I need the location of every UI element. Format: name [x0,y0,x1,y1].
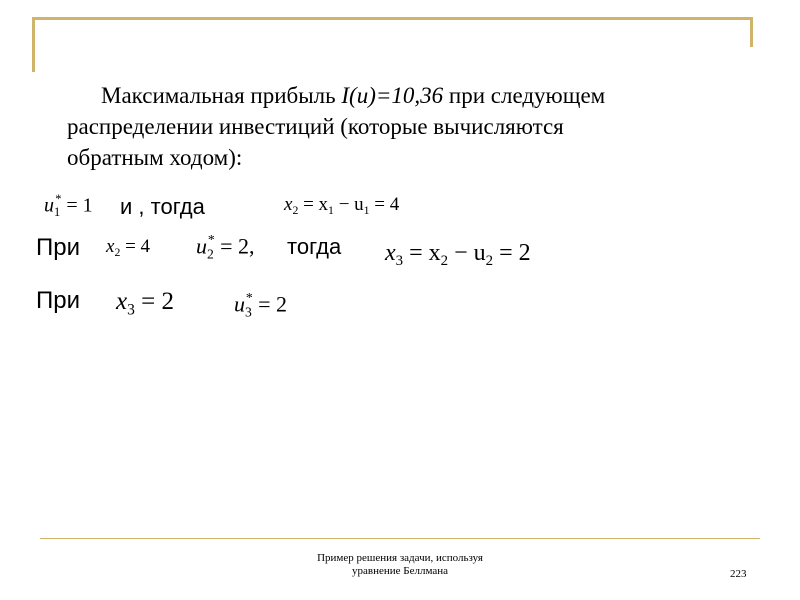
paragraph-line-1: Максимальная прибыль I(u)=10,36 при следующем [101,83,606,108]
frame-left-border [32,17,35,72]
row2-then-text: тогда [287,234,342,259]
row3-label: При [36,287,81,314]
x2-equation: $x_2 = x_1 - u_1 = 4$ [284,194,400,218]
x3-value: $x_3 = 2$ [116,288,174,319]
row1-then-text: и , тогда [120,194,205,219]
u1-star-equation: $u_1^* = 1$ [44,192,93,219]
footer-divider [40,538,760,539]
paragraph-line-3: обратным ходом): [67,145,243,170]
x3-equation: $x_3 = x_2 - u_2 = 2$ [385,240,531,270]
page-number: 223 [730,568,747,580]
paragraph-line-2: распределении инвестиций (которые вычисляются [67,114,564,139]
frame-top-border [32,17,753,20]
footer-caption: Пример решения задачи, используя уравнение Беллмана [317,552,483,577]
profit-formula: I(u)=10,36 [341,83,444,108]
u3-star-value: $u_3^* = 2$ [234,290,288,320]
row2-label: При [36,234,81,261]
main-paragraph [67,80,767,173]
frame-right-border [750,17,753,47]
u2-star-value: $u_2^* = 2$, [196,232,255,262]
x2-value: $x_2 = 4$ [106,236,151,260]
